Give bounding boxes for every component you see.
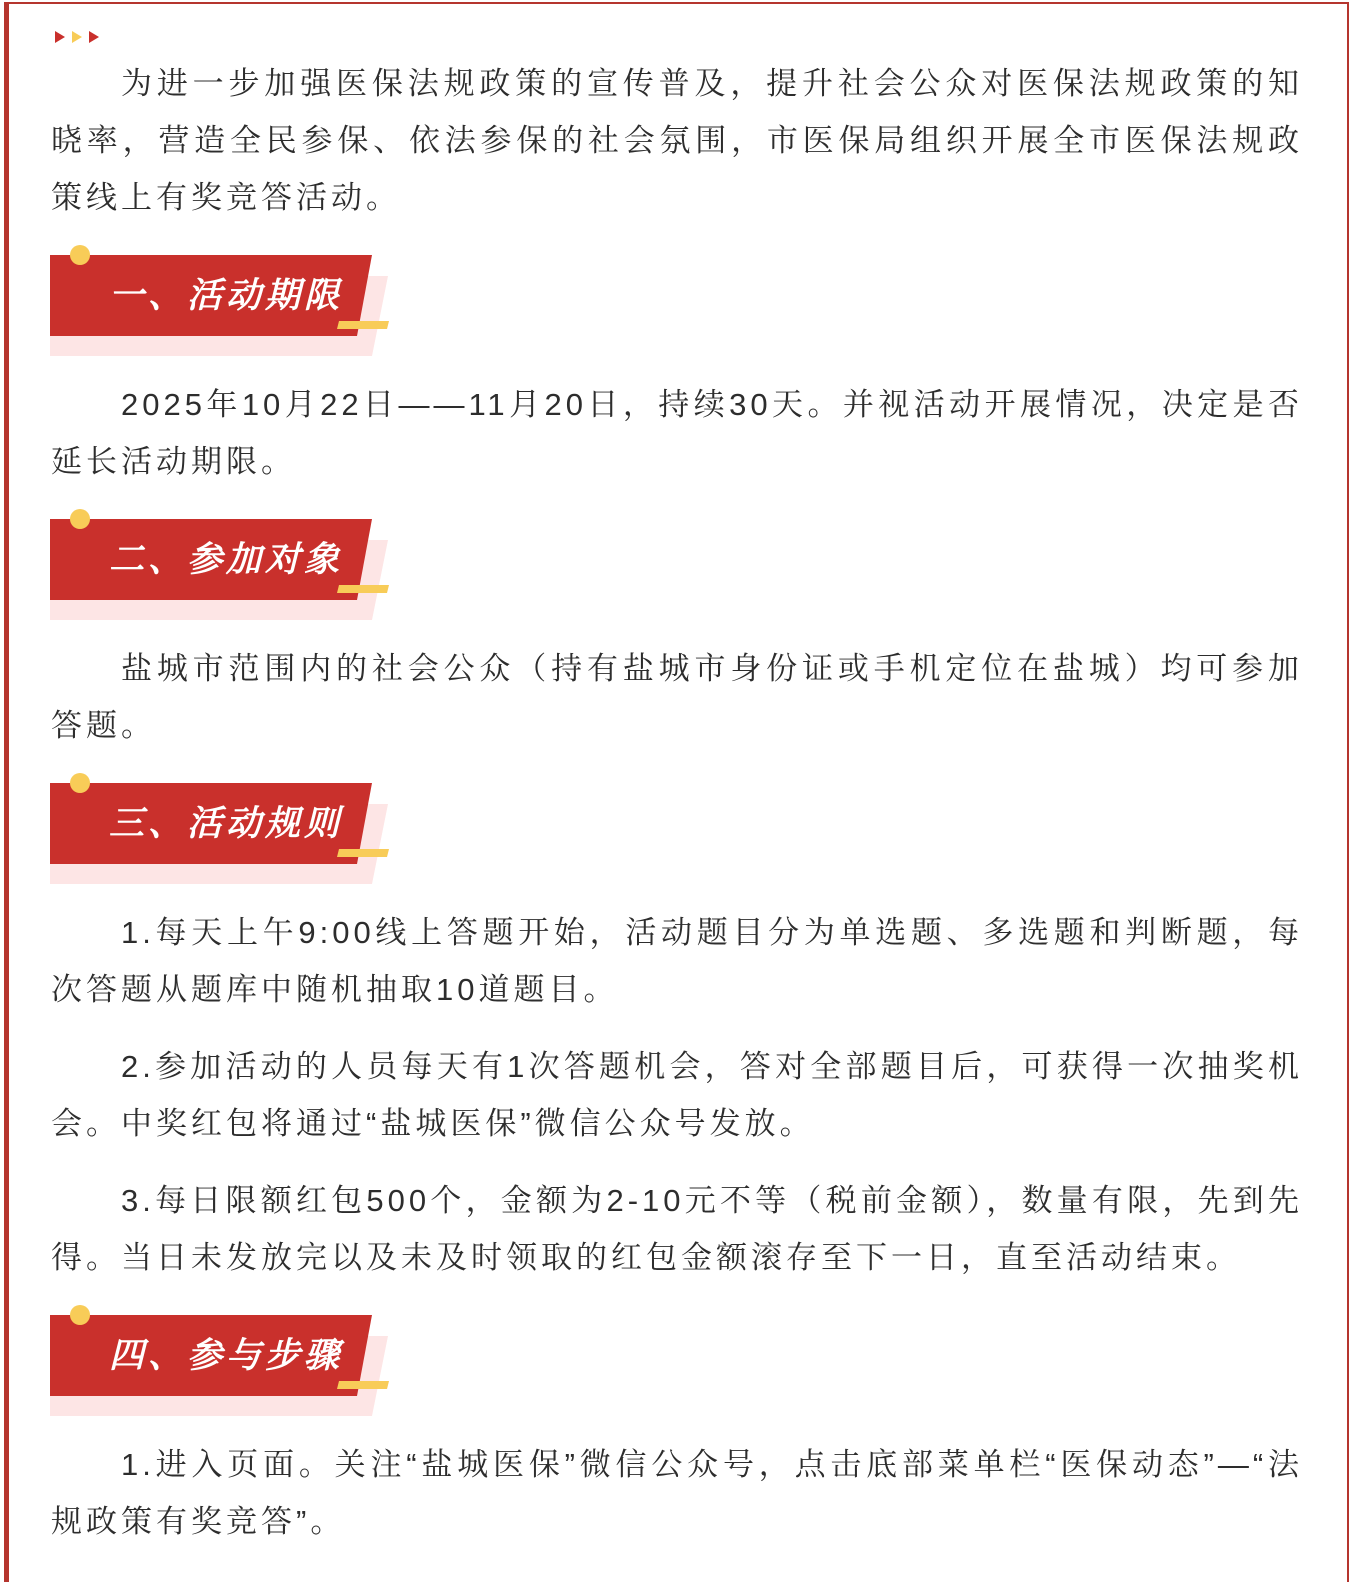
rule-item: 2.参加活动的人员每天有1次答题机会，答对全部题目后，可获得一次抽奖机会。中奖红包将通过“盐城医保”微信公众号发放。	[51, 1049, 1303, 1141]
section-activity-period	[51, 226, 1303, 490]
section-title: 二、参加对象	[109, 540, 344, 579]
header-accent-bar	[337, 849, 389, 857]
section-header	[51, 509, 1303, 620]
section-paragraph: 2025年10月22日——11月20日，持续30天。并视活动开展情况，决定是否延长活动期限。	[51, 387, 1303, 479]
yellow-dot-icon	[70, 245, 90, 265]
section-header	[51, 245, 1303, 356]
article-body	[51, 55, 1303, 1550]
section-title: 一、活动期限	[109, 276, 344, 315]
step-item: 1.进入页面。关注“盐城医保”微信公众号，点击底部菜单栏“医保动态”—“法规政策有奖竞答”。	[51, 1447, 1303, 1539]
section-activity-rules	[51, 754, 1303, 1286]
section-header	[51, 773, 1303, 884]
triangle-arrow-icon	[89, 31, 99, 43]
rule-item: 1.每天上午9:00线上答题开始，活动题目分为单选题、多选题和判断题，每次答题从题库中随机抽取10道题目。	[51, 915, 1303, 1007]
triangle-arrow-icon	[55, 31, 65, 43]
header-accent-bar	[337, 321, 389, 329]
triangle-arrow-icon	[72, 31, 82, 43]
yellow-dot-icon	[70, 1305, 90, 1325]
section-title: 四、参与步骤	[109, 1336, 344, 1375]
section-participation-steps	[51, 1286, 1303, 1550]
decor-arrows	[55, 31, 99, 43]
rule-item: 3.每日限额红包500个，金额为2-10元不等（税前金额），数量有限，先到先得。当日未发放完以及未及时领取的红包金额滚存至下一日，直至活动结束。	[51, 1183, 1303, 1275]
header-accent-bar	[337, 585, 389, 593]
header-accent-bar	[337, 1381, 389, 1389]
section-paragraph: 盐城市范围内的社会公众（持有盐城市身份证或手机定位在盐城）均可参加答题。	[51, 651, 1303, 743]
intro-paragraph: 为进一步加强医保法规政策的宣传普及，提升社会公众对医保法规政策的知晓率，营造全民参保、依法参保的社会氛围，市医保局组织开展全市医保法规政策线上有奖竞答活动。	[51, 66, 1303, 215]
yellow-dot-icon	[70, 509, 90, 529]
yellow-dot-icon	[70, 773, 90, 793]
section-participants	[51, 490, 1303, 754]
section-title: 三、活动规则	[109, 804, 344, 843]
section-header	[51, 1305, 1303, 1416]
